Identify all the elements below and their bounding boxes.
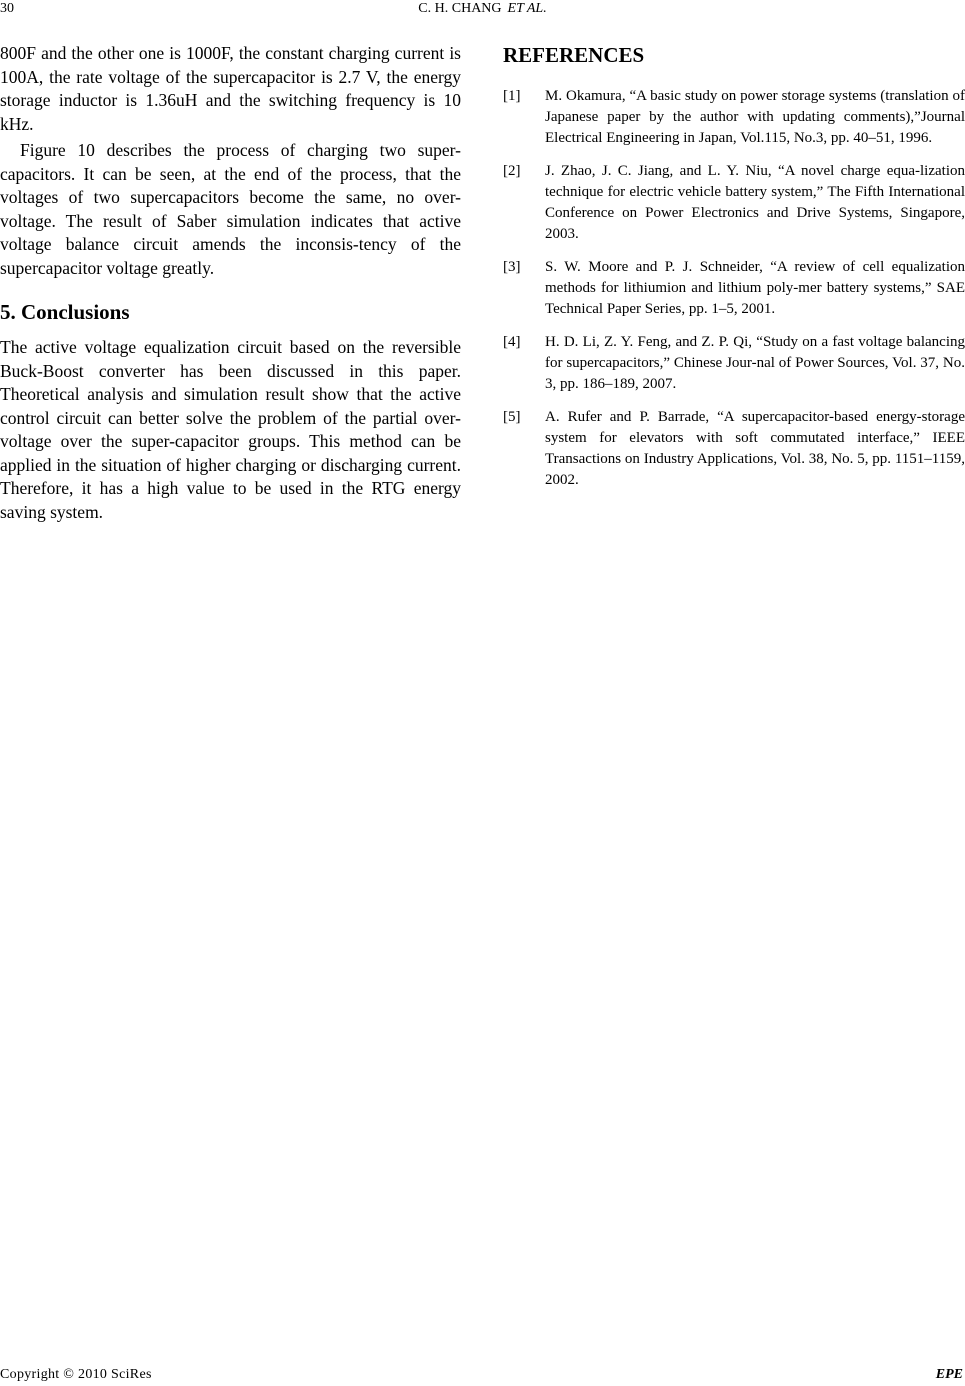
copyright-notice: Copyright © 2010 SciRes	[0, 1367, 152, 1382]
conclusions-heading: 5. Conclusions	[0, 300, 130, 324]
page-header	[0, 0, 965, 20]
reference-item	[503, 407, 965, 491]
reference-number: [4]	[503, 334, 521, 350]
reference-text: M. Okamura, “A basic study on power storage systems (translation of Japanese paper by the author with updating comments),”Journal Electrical Engineering in Japan, Vol.115, No.3, pp. 40–51, 1996.	[545, 88, 965, 146]
reference-item	[503, 332, 965, 395]
journal-abbreviation: EPE	[935, 1367, 963, 1382]
reference-text: S. W. Moore and P. J. Schneider, “A review of cell equalization methods for lithiumion and lithium poly-mer battery systems,” SAE Technical Paper Series, pp. 1–5, 2001.	[545, 259, 965, 317]
reference-number: [1]	[503, 88, 521, 104]
page-footer	[0, 1366, 965, 1386]
reference-text: A. Rufer and P. Barrade, “A supercapacitor-based energy-storage system for elevators with soft commutated interface,” IEEE Transactions on Industry Applications, Vol. 38, No. 5, pp. 1151–1159, 2002.	[545, 409, 965, 488]
reference-number: [5]	[503, 409, 521, 425]
body-paragraph: 800F and the other one is 1000F, the constant charging current is 100A, the rate voltage of the supercapacitor is 2.7 V, the energy storage inductor is 1.36uH and the switching frequency is 10 kHz.	[0, 43, 461, 134]
reference-item	[503, 161, 965, 245]
reference-item	[503, 257, 965, 320]
reference-text: H. D. Li, Z. Y. Feng, and Z. P. Qi, “Study on a fast voltage balancing for supercapacitors,” Chinese Jour-nal of Power Sources, Vol. 37, No. 3, pp. 186–189, 2007.	[545, 334, 965, 392]
running-head	[0, 0, 965, 18]
references-column	[503, 42, 965, 503]
left-column	[0, 42, 461, 524]
reference-text: J. Zhao, J. C. Jiang, and L. Y. Niu, “A novel charge equa-lization technique for electric vehicle battery system,” The Fifth International Conference on Power Electronics and Drive Systems, Singapore, 2003.	[545, 163, 965, 242]
running-head-authors: C. H. CHANG	[418, 1, 502, 16]
running-head-etal: ET AL.	[507, 1, 547, 16]
reference-item	[503, 86, 965, 149]
reference-number: [3]	[503, 259, 521, 275]
body-paragraph: Figure 10 describes the process of charging two super-capacitors. It can be seen, at the end of the process, that the voltages of two supercapacitors become the same, no over-voltage. The result of Saber simulation indicates that active voltage balance circuit amends the inconsis-tency of the supercapacitor voltage greatly.	[0, 140, 461, 278]
conclusions-paragraph: The active voltage equalization circuit based on the reversible Buck-Boost converter has been discussed in this paper. Theoretical analysis and simulation result show that the active control circuit can better solve the problem of the partial over-voltage over the super-capacitor groups. This method can be applied in the situation of higher charging or discharging current. Therefore, it has a high value to be used in the RTG energy saving system.	[0, 337, 461, 522]
page-number: 30	[0, 1, 14, 16]
reference-number: [2]	[503, 163, 521, 179]
references-heading: REFERENCES	[503, 43, 645, 67]
